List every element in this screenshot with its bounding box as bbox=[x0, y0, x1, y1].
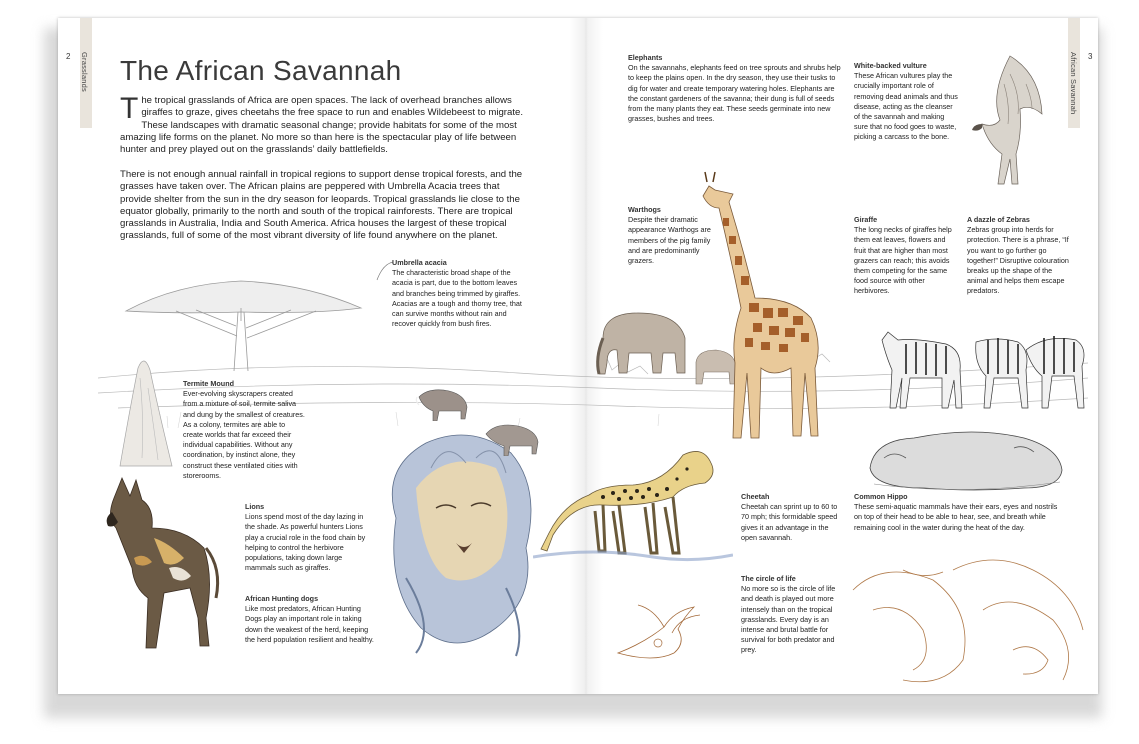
caption-cheetah bbox=[741, 492, 841, 543]
caption-body: The long necks of giraffes help them eat leaves, flowers and fruit that are higher than most grazers can reach; this avoids them competing for the same food source with other herbivores. bbox=[854, 225, 952, 296]
caption-lions bbox=[245, 502, 375, 573]
caption-heading: Elephants bbox=[628, 53, 663, 62]
caption-body: Ever-evolving skyscrapers created from a mixture of soil, termite saliva and dung by the smallest of creatures. As a colony, termites are able to create worlds that far exceed their individual capabilities. Without any coordination, by instinct alone, they construct these ventilated cities with storerooms. bbox=[183, 389, 305, 480]
caption-heading: Umbrella acacia bbox=[392, 258, 447, 267]
caption-warthogs bbox=[628, 205, 724, 266]
lion-illustration bbox=[376, 428, 546, 663]
drop-cap: T bbox=[120, 92, 139, 125]
caption-giraffe bbox=[854, 215, 958, 297]
caption-body: Like most predators, African Hunting Dogs play an important role in taking down the weakest of the herd, keeping the herd population resilient and healthy. bbox=[245, 604, 374, 644]
page-number-right: 3 bbox=[1088, 52, 1093, 61]
elephant-illustration bbox=[593, 308, 693, 378]
caption-heading: Termite Mound bbox=[183, 379, 234, 388]
book-spread bbox=[58, 18, 1098, 694]
caption-body: On the savannahs, elephants feed on tree sprouts and shrubs help to keep the plains open. In the dry season, they use their tusks to dig for water and create temporary watering holes. Elephants are the constant gardeners of the savanna; their dung is full of seeds from the many plants they eat. These seeds germinate into new grasses, bushes and trees. bbox=[628, 63, 841, 124]
caption-heading: A dazzle of Zebras bbox=[967, 215, 1030, 224]
caption-heading: White-backed vulture bbox=[854, 61, 927, 70]
caption-hippo bbox=[854, 492, 1064, 533]
caption-heading: Giraffe bbox=[854, 215, 878, 224]
caption-zebras bbox=[967, 215, 1075, 297]
caption-body: These semi-aquatic mammals have their ears, eyes and nostrils on top of their head to be able to hear, see, and breath while remaining cool in the water during the heat of the day. bbox=[854, 502, 1058, 532]
section-label-left: Grasslands bbox=[80, 52, 89, 92]
caption-circle-of-life bbox=[741, 574, 847, 656]
caption-heading: Common Hippo bbox=[854, 492, 908, 501]
page-title: The African Savannah bbox=[120, 55, 402, 86]
caption-body: Cheetah can sprint up to 60 to 70 mph; this formidable speed gives it an advantage in the open savannah. bbox=[741, 502, 838, 542]
hunting-dog-illustration bbox=[94, 468, 229, 668]
caption-heading: African Hunting dogs bbox=[245, 594, 319, 603]
caption-hunting-dogs bbox=[245, 594, 375, 645]
intro-paragraph bbox=[120, 92, 532, 156]
caption-vulture bbox=[854, 61, 960, 143]
caption-body: Lions spend most of the day lazing in the shade. As powerful hunters Lions play a crucial role in the food chain by helping to control the herbivore populations, taking down large mammals such as giraffes. bbox=[245, 512, 366, 573]
caption-heading: Cheetah bbox=[741, 492, 770, 501]
circle-of-life-sketch bbox=[843, 550, 1088, 690]
cheetah-illustration bbox=[533, 435, 733, 565]
hippo-illustration bbox=[864, 418, 1069, 493]
caption-body: No more so is the circle of life and death is played out more intensely than on the tropical grasslands. Every day is an intense and brutal battle for survival for both predator and prey. bbox=[741, 584, 836, 655]
caption-body: Despite their dramatic appearance Warthogs are members of the pig family and are predominantly grazers. bbox=[628, 215, 711, 266]
page-number-left: 2 bbox=[66, 52, 71, 61]
intro-text: he tropical grasslands of Africa are open spaces. The lack of overhead branches allows giraffes to graze, gives cheetahs the free space to run and enables Wildebeest to migrate. These landscapes with dramatic seasonal change; provide habitats for some of the most amazing life forms on the planet. No more so than here is the spectacular play of life between hunter and prey played out on the grasslands’ daily battlefields. bbox=[120, 95, 523, 156]
caption-heading: Lions bbox=[245, 502, 265, 511]
zebra-herd-illustration bbox=[876, 320, 1091, 412]
caption-umbrella-acacia bbox=[392, 258, 530, 329]
caption-elephants bbox=[628, 53, 846, 124]
caption-body: Zebras group into herds for protection. There is a phrase, “If you want to go further go together!” Disruptive colouration breaks up the shape of the animal and helps them escape predators. bbox=[967, 225, 1069, 296]
caption-body: These African vultures play the crucially important role of removing dead animals and thus disease, acting as the cleanser of the savannah and making sure that no food goes to waste, picking a carcass to the bone. bbox=[854, 71, 958, 142]
termite-mound-illustration bbox=[110, 348, 180, 468]
caption-body: The characteristic broad shape of the acacia is part, due to the bottom leaves and branches being trimmed by giraffes. Acacias are a tough and thorny tree, that can survive months without rain and recover quickly from bush fires. bbox=[392, 268, 522, 329]
section-label-right: African Savannah bbox=[1069, 52, 1078, 115]
skull-illustration bbox=[614, 603, 704, 668]
vulture-illustration bbox=[970, 54, 1050, 189]
warthog-illustration-1 bbox=[413, 383, 473, 421]
body-paragraph: There is not enough annual rainfall in tropical regions to support dense tropical forests, and the grasses have taken over. The African plains are peppered with Umbrella Acacia trees that provide shelter from the sun in the dry season for leopards. Tropical grasslands lie close to the equator globally, primarily to the north and south of the tropical rainforests. There are tropical grasslands in Australia, India and South America. Africa houses the largest of these tropical grasslands, full of some of the most vibrant diversity of life found anywhere on the planet. bbox=[120, 169, 523, 242]
caption-heading: The circle of life bbox=[741, 574, 796, 583]
caption-termite-mound bbox=[183, 379, 307, 481]
caption-heading: Warthogs bbox=[628, 205, 661, 214]
